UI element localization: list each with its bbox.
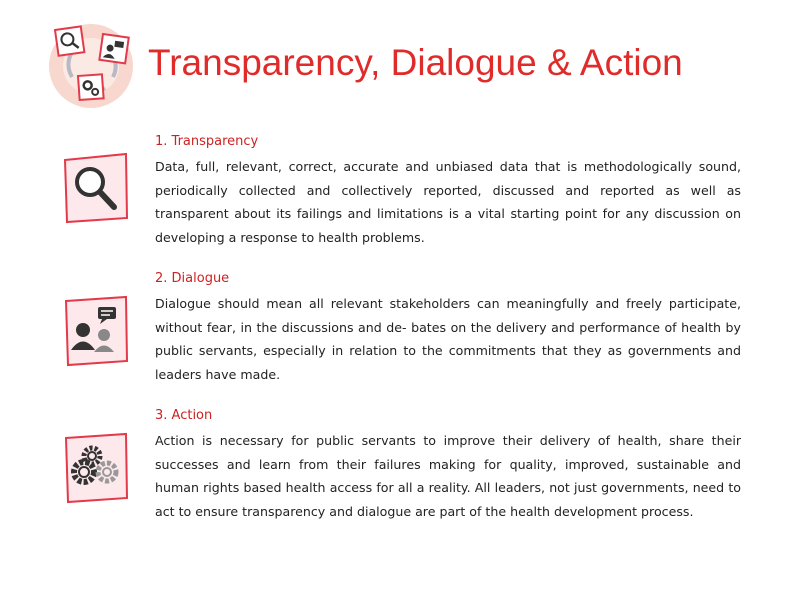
section-body: Action is necessary for public servants to improve their delivery of health, share their successes and learn from their failures making for quality, improved, sustainable and human rights based health access for all a reality. All leaders, not just governments, need to act to ensure transparency and dialogue are part of the health development process. (155, 433, 741, 519)
action-card (62, 432, 130, 504)
page-title: Transparency, Dialogue & Action (148, 42, 683, 83)
dialogue-card (62, 295, 130, 367)
logo (45, 22, 137, 110)
people-speech-icon (62, 295, 130, 367)
gears-icon (62, 432, 130, 504)
section-body: Dialogue should mean all relevant stakeholders can meaningfully and freely participate, without fear, in the discussions and de- bates on the delivery and performance of health by public servants, especially in relation to the commitments that they as governments and leaders have made. (155, 296, 741, 382)
section-heading: 2. Dialogue (155, 271, 230, 286)
magnifier-icon (62, 152, 130, 224)
dialogue-content (155, 269, 741, 386)
transparency-content (155, 132, 741, 249)
transparency-dialogue-action-cycle-icon (45, 22, 137, 110)
section-heading: 1. Transparency (155, 134, 259, 149)
transparency-card (62, 152, 130, 224)
section-heading: 3. Action (155, 408, 213, 423)
section-body: Data, full, relevant, correct, accurate and unbiased data that is methodologically sound, periodically collected and collectively reported, discussed and reported as well as transparent about its failings and limitations is a vital starting point for any discussion on developing a response to health problems. (155, 159, 741, 245)
action-content (155, 406, 741, 523)
